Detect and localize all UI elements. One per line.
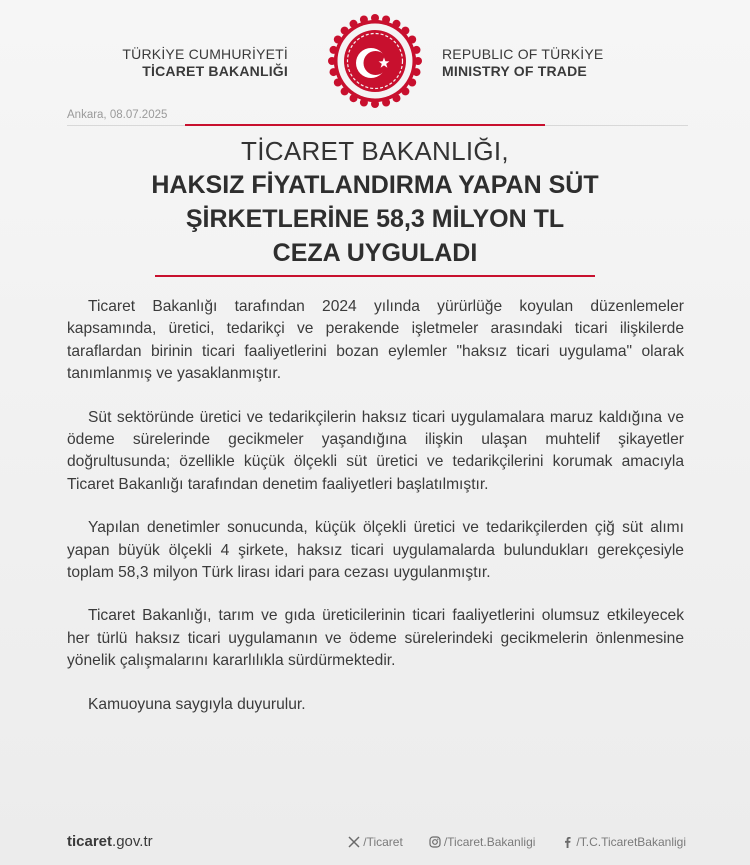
instagram-link[interactable]	[429, 835, 536, 849]
republic-name-tr: TÜRKİYE CUMHURİYETİ	[122, 46, 288, 62]
footer	[67, 833, 686, 851]
press-release-date: Ankara, 08.07.2025	[67, 109, 168, 121]
social-links	[348, 835, 686, 849]
website-domain-suffix: .gov.tr	[112, 833, 153, 850]
republic-name-en: REPUBLIC OF TÜRKİYE	[442, 46, 604, 62]
instagram-icon	[429, 836, 441, 848]
facebook-handle: /T.C.TicaretBakanligi	[576, 835, 686, 849]
header-divider-left	[67, 125, 185, 126]
website-link[interactable]	[67, 833, 153, 850]
title-line-3: ŞİRKETLERİNE 58,3 MİLYON TL	[185, 205, 565, 233]
press-release-title	[0, 134, 750, 270]
ministry-emblem-icon	[317, 12, 433, 110]
x-icon	[348, 836, 360, 848]
paragraph: Süt sektöründe üretici ve tedarikçilerin haksız ticari uygulamalara maruz kaldığına ve ödeme sürelerinde gecikmeler yaşandığına ilişkin ulaşan muhtelif şikayetler doğrultusunda; özellikle küçük ölçekli süt üretici ve tedarikçilerini korumak amacıyla Ticaret Bakanlığı tarafından denetim faaliyetleri başlatılmıştır.	[67, 408, 684, 493]
x-handle: /Ticaret	[363, 835, 403, 849]
title-top-rule	[185, 124, 545, 126]
x-link[interactable]	[348, 835, 403, 849]
paragraph: Yapılan denetimler sonucunda, küçük ölçekli üretici ve tedarikçilerden çiğ süt alımı yapan büyük ölçekli 4 şirkete, haksız ticari uygulamalarda bulundukları gerekçesiyle toplam 58,3 milyon Türk lirası idari para cezası uygulanmıştır.	[67, 519, 684, 582]
title-line-4: CEZA UYGULADI	[272, 239, 478, 267]
title-line-2: HAKSIZ FİYATLANDIRMA YAPAN SÜT	[151, 171, 599, 199]
press-release-body	[67, 296, 684, 737]
website-domain-bold: ticaret	[67, 833, 113, 850]
header-divider-right	[545, 125, 688, 126]
ministry-name-en	[442, 46, 603, 80]
title-bottom-rule	[155, 275, 595, 277]
facebook-icon	[561, 836, 573, 848]
paragraph: Ticaret Bakanlığı tarafından 2024 yılında yürürlüğe koyulan düzenlemeler kapsamında, üretici, tedarikçi ve perakende işletmeler arasındaki ticari ilişkilerde taraflardan birinin ticari faaliyetlerini bozan eylemler "haksız ticari uygulama" olarak tanımlanmış ve yasaklanmıştır.	[67, 298, 684, 383]
closing-line: Kamuoyuna saygıyla duyurulur.	[88, 695, 306, 713]
ministry-name-tr	[122, 46, 288, 80]
paragraph: Ticaret Bakanlığı, tarım ve gıda üreticilerinin ticari faaliyetlerini olumsuz etkileyecek her türlü haksız ticari uygulamanın ve ödeme sürelerindeki gecikmelerin önlenmesine yönelik çalışmalarını kararlılıkla sürdürmektedir.	[67, 607, 684, 670]
ministry-title-en: MINISTRY OF TRADE	[442, 63, 587, 79]
facebook-link[interactable]	[561, 835, 686, 849]
title-line-1: TİCARET BAKANLIĞI,	[241, 136, 509, 166]
ministry-title-tr: TİCARET BAKANLIĞI	[142, 63, 288, 79]
instagram-handle: /Ticaret.Bakanligi	[443, 835, 536, 849]
letterhead	[0, 0, 750, 100]
